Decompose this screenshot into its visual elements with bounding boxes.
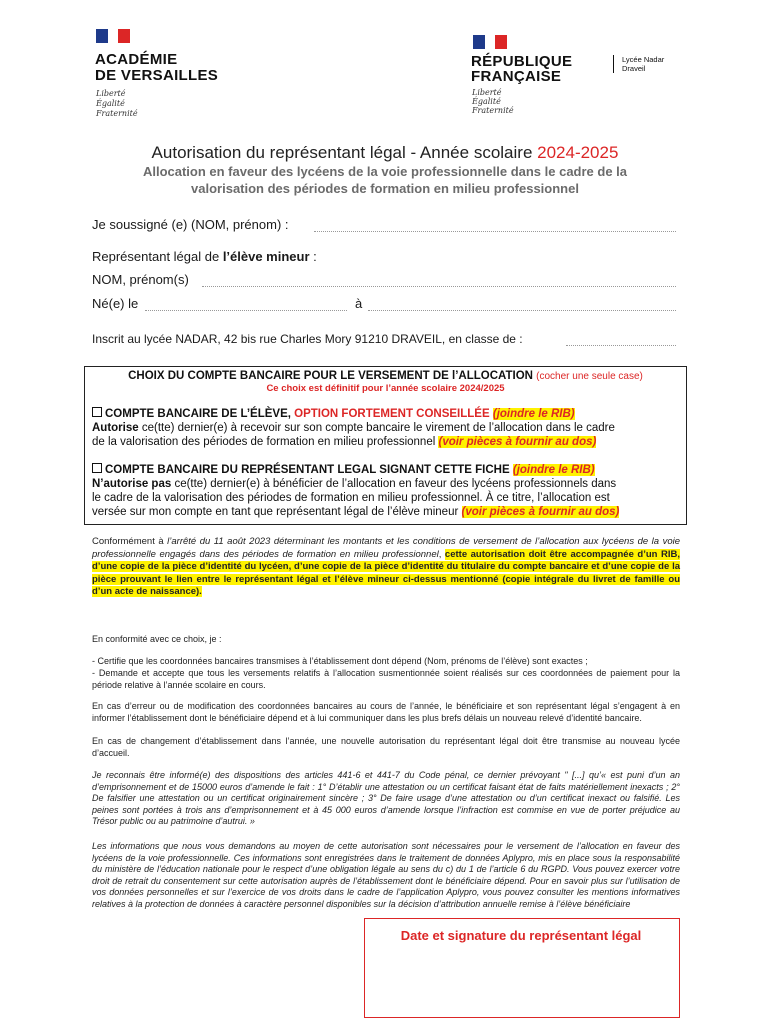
- option-eleve-verb: Autorise: [92, 422, 139, 434]
- representant-bold: l’élève mineur: [222, 249, 310, 264]
- title-year: 2024-2025: [537, 143, 619, 162]
- ne-le-field[interactable]: [145, 310, 347, 311]
- republique-motto-3: Fraternité: [472, 106, 514, 115]
- title-text: Autorisation du représentant légal - Année scolaire: [151, 143, 538, 162]
- signature-label: Date et signature du représentant légal: [400, 928, 642, 943]
- subtitle-line2: valorisation des périodes de formation en milieu professionnel: [191, 181, 579, 196]
- conformement-intro: Conformément à: [92, 536, 168, 547]
- option-representant-checkbox[interactable]: [92, 463, 102, 473]
- logo-divider: [613, 55, 614, 73]
- option-representant-verb: N’autorise pas: [92, 478, 172, 490]
- nom-prenom-field[interactable]: [202, 286, 676, 287]
- bank-choice-heading-text: CHOIX DU COMPTE BANCAIRE POUR LE VERSEMENT DE l’ALLOCATION: [128, 370, 533, 382]
- republique-line1: RÉPUBLIQUE: [471, 53, 573, 70]
- lieu-naissance-field[interactable]: [368, 310, 676, 311]
- option-representant: [92, 463, 680, 519]
- en-conformite: En conformité avec ce choix, je :: [92, 634, 222, 644]
- subtitle: [70, 163, 700, 197]
- option-eleve-pieces: (voir pièces à fournir au dos): [438, 436, 597, 448]
- ne-le-label: Né(e) le: [92, 296, 139, 311]
- option-representant-line3-text: versée sur mon compte en tant que représentant légal de l’élève mineur: [92, 506, 462, 518]
- bullet-certifie: - Certifie que les coordonnées bancaires transmises à l’établissement dont dépend (Nom, prénoms de l’élève) sont exactes ;: [92, 656, 588, 666]
- page-title: [0, 143, 770, 163]
- academie-motto-3: Fraternité: [96, 109, 138, 118]
- option-representant-title-row: [92, 463, 680, 477]
- subtitle-line1: Allocation en faveur des lycéens de la voie professionnelle dans le cadre de la: [142, 164, 628, 179]
- changement-paragraph: En cas de changement d’établissement dans l’année, une nouvelle autorisation du représentant légal doit être transmise au nouveau lycée d’accueil.: [92, 736, 680, 758]
- option-representant-title: COMPTE BANCAIRE DU REPRÉSENTANT LEGAL SIGNANT CETTE FICHE: [105, 464, 510, 476]
- option-eleve-title-row: [92, 407, 680, 421]
- soussigne-field[interactable]: [314, 231, 676, 232]
- conformement-sep: ,: [438, 548, 445, 560]
- republique-line2: FRANÇAISE: [471, 68, 562, 85]
- definitive-note: Ce choix est définitif pour l’année scolaire 2024/2025: [266, 383, 505, 394]
- option-eleve-line2: [92, 435, 680, 449]
- rgpd-paragraph: Les informations que nous vous demandons au moyen de cette autorisation sont nécessaires pour le versement de l’allocation en faveur des lycéens de la voie professionnelle. Ces informations sont enregistrées dans le traitement de données Aplypro, mis en place sous la responsabilité du ministère de l’éducation nationale pour le respect d’une obligation légale au sens du c) du 1 de l’article 6 du RGPD. Vous pouvez exercer votre droit de retrait du consentement sur cette autorisation auprès de l’établissement dont le bénéficiaire dépend. Pour en savoir plus sur l’utilisation de vos données personnelles et sur l’exercice de vos droits dans le cadre de l’application Aplypro, vous pouvez consulter les mentions informatives relatives à la protection de données à caractère personnel disponibles sur la décision d’attribution annuelle remise à l’élève bénéficiaire: [92, 841, 680, 909]
- option-representant-line3: [92, 505, 680, 519]
- conformement-paragraph: [92, 536, 680, 599]
- bank-choice-heading: [84, 370, 687, 382]
- option-representant-pieces: (voir pièces à fournir au dos): [461, 506, 620, 518]
- option-eleve-line1: [92, 421, 680, 435]
- code-penal-paragraph: Je reconnais être informé(e) des dispositions des articles 441-6 et 441-7 du Code pénal, ce dernier prévoyant " [...] qu’« est puni d’un an d’emprisonnement et de 15000 euros d’amende le fait : 1° D’établir une attestation ou un certificat faisant état de faits matériellement inexacts ; 2° De falsifier une attestation ou un certificat originairement sincère ; 3° De faire usage d’une attestation ou d’un certificat inexact ou falsifié. Les peines sont portées à trois ans d’emprisonnement et à 45 000 euros d’amende lorsque l’infraction est commise en vue de porter préjudice au Trésor public ou au patrimoine d’autrui. »: [92, 770, 680, 826]
- inscrit-label: Inscrit au lycée NADAR, 42 bis rue Charles Mory 91210 DRAVEIL, en classe de :: [92, 332, 523, 346]
- academie-line2: DE VERSAILLES: [95, 67, 219, 84]
- marianne-flag-icon: [96, 29, 130, 43]
- option-eleve-checkbox[interactable]: [92, 407, 102, 417]
- option-representant-rib: (joindre le RIB): [512, 464, 595, 476]
- classe-field[interactable]: [566, 345, 676, 346]
- academie-motto-1: Liberté: [96, 89, 126, 98]
- bank-choice-note: (cocher une seule case): [536, 371, 643, 382]
- bullet-demande: - Demande et accepte que tous les versements relatifs à l’allocation susmentionnée soient réalisés sur ces coordonnées de paiement pour la période relative à l’année scolaire en cours.: [92, 668, 680, 690]
- option-eleve-line1-text: ce(tte) dernier(e) à recevoir sur son compte bancaire le virement de l’allocation dans le cadre: [138, 422, 615, 434]
- erreur-paragraph: En cas d’erreur ou de modification des coordonnées bancaires au cours de l’année, le bénéficiaire et son représentant légal s’engagent à en informer l’établissement dont le bénéficiaire dépend et à lui communiquer dans les plus brefs délais un nouveau relevé d’identité bancaire.: [92, 701, 680, 723]
- soussigne-label: Je soussigné (e) (NOM, prénom) :: [92, 217, 289, 232]
- option-eleve-line2-text: de la valorisation des périodes de formation en milieu professionnel: [92, 436, 439, 448]
- lycee-name: Lycée Nadar: [622, 55, 665, 64]
- lycee-city: Draveil: [622, 64, 646, 73]
- representant-label: [92, 249, 317, 264]
- academie-motto-2: Égalité: [96, 99, 125, 108]
- academie-line1: ACADÉMIE: [95, 51, 178, 68]
- option-representant-line1-text: ce(tte) dernier(e) à bénéficier de l’allocation en faveur des lycéens professionnels dans: [171, 478, 617, 490]
- a-label: à: [355, 296, 363, 311]
- marianne-flag-icon: [473, 35, 507, 49]
- option-eleve-recommend: OPTION FORTEMENT CONSEILLÉE: [294, 408, 490, 420]
- conformement-highlight: cette autorisation doit être accompagnée d’un RIB, d’une copie de la pièce d’identité du lycéen, d’une copie de la pièce d’identité du titulaire du compte bancaire et d’une copie de la pièce prouvant le lien entre le représentant légal et l’élève mineur ci-dessus mentionné (copie intégrale du livret de famille ou d’un acte de naissance).: [92, 548, 681, 597]
- option-eleve-rib: (joindre le RIB): [492, 408, 575, 420]
- representant-suffix: :: [309, 249, 317, 264]
- conformement-arrete: l’arrêté du 11 août 2023 déterminant les montants et les conditions de versement de l’allocation aux lycéens de la voie professionnelle engagés dans des périodes de formation en milieu professionnel: [92, 536, 680, 560]
- option-eleve-title: COMPTE BANCAIRE DE L’ÉLÈVE,: [105, 408, 291, 420]
- option-representant-line1: [92, 477, 680, 491]
- option-representant-line2: le cadre de la valorisation des périodes de formation en milieu professionnel. À ce titre, l’allocation est: [92, 492, 610, 504]
- representant-prefix: Représentant légal de: [92, 249, 223, 264]
- republique-motto-1: Liberté: [472, 88, 502, 97]
- republique-motto-2: Égalité: [472, 97, 501, 106]
- option-eleve: [92, 407, 680, 449]
- nom-prenom-label: NOM, prénom(s): [92, 272, 189, 287]
